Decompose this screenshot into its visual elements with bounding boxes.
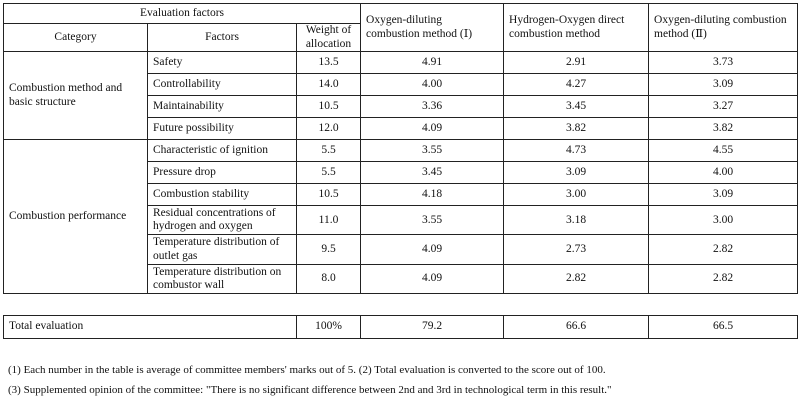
method2-score: 4.27	[504, 74, 649, 96]
weight-cell: 5.5	[297, 162, 361, 184]
factor-cell: Pressure drop	[148, 162, 297, 184]
method1-score: 4.09	[361, 118, 504, 140]
weight-cell: 8.0	[297, 264, 361, 293]
factor-cell: Future possibility	[148, 118, 297, 140]
total-label: Total evaluation	[4, 316, 297, 339]
header-method-1: Oxygen-diluting combustion method (Ⅰ)	[361, 4, 504, 52]
method1-score: 4.91	[361, 52, 504, 74]
evaluation-table	[3, 3, 798, 294]
table-row	[4, 52, 798, 74]
total-weight: 100%	[297, 316, 361, 339]
method2-score: 4.73	[504, 140, 649, 162]
method1-score: 3.55	[361, 206, 504, 235]
table-row	[4, 140, 798, 162]
footnote-1-2: (1) Each number in the table is average of committee members' marks out of 5. (2) Total evaluation is converted to the score out of 100.	[8, 364, 606, 376]
method2-score: 3.45	[504, 96, 649, 118]
header-evaluation-factors: Evaluation factors	[4, 4, 361, 24]
method3-score: 3.73	[649, 52, 798, 74]
method2-score: 3.00	[504, 184, 649, 206]
method1-score: 3.45	[361, 162, 504, 184]
header-method-3: Oxygen-diluting combustion method (Ⅱ)	[649, 4, 798, 52]
factor-cell: Characteristic of ignition	[148, 140, 297, 162]
method2-score: 2.82	[504, 264, 649, 293]
method3-score: 3.27	[649, 96, 798, 118]
header-method-2: Hydrogen-Oxygen direct combustion method	[504, 4, 649, 52]
header-weight: Weight of allocation	[297, 24, 361, 52]
factor-cell: Combustion stability	[148, 184, 297, 206]
footnotes	[8, 360, 798, 400]
method3-score: 4.55	[649, 140, 798, 162]
weight-cell: 9.5	[297, 235, 361, 264]
method1-score: 4.09	[361, 235, 504, 264]
method3-score: 3.09	[649, 74, 798, 96]
total-method3: 66.5	[649, 316, 798, 339]
method3-score: 2.82	[649, 264, 798, 293]
method1-score: 4.00	[361, 74, 504, 96]
method2-score: 2.73	[504, 235, 649, 264]
factor-cell: Controllability	[148, 74, 297, 96]
factor-cell: Residual concentrations of hydrogen and oxygen	[148, 206, 297, 235]
weight-cell: 11.0	[297, 206, 361, 235]
category-cell: Combustion method and basic structure	[4, 52, 148, 140]
factor-cell: Maintainability	[148, 96, 297, 118]
weight-cell: 10.5	[297, 96, 361, 118]
method3-score: 3.09	[649, 184, 798, 206]
method3-score: 3.82	[649, 118, 798, 140]
header-factors: Factors	[148, 24, 297, 52]
footnote-3: (3) Supplemented opinion of the committee: "There is no significant difference between 2nd and 3rd in technological term in this result."	[8, 384, 612, 396]
method3-score: 4.00	[649, 162, 798, 184]
total-method1: 79.2	[361, 316, 504, 339]
header-category: Category	[4, 24, 148, 52]
weight-cell: 13.5	[297, 52, 361, 74]
method2-score: 3.82	[504, 118, 649, 140]
factor-cell: Temperature distribution on combustor wall	[148, 264, 297, 293]
total-method2: 66.6	[504, 316, 649, 339]
method2-score: 3.18	[504, 206, 649, 235]
total-evaluation-table	[3, 315, 798, 339]
method2-score: 3.09	[504, 162, 649, 184]
method1-score: 3.55	[361, 140, 504, 162]
weight-cell: 12.0	[297, 118, 361, 140]
factor-cell: Safety	[148, 52, 297, 74]
method3-score: 3.00	[649, 206, 798, 235]
total-row	[4, 316, 798, 339]
method2-score: 2.91	[504, 52, 649, 74]
method1-score: 4.09	[361, 264, 504, 293]
factor-cell: Temperature distribution of outlet gas	[148, 235, 297, 264]
weight-cell: 10.5	[297, 184, 361, 206]
method1-score: 4.18	[361, 184, 504, 206]
weight-cell: 5.5	[297, 140, 361, 162]
method1-score: 3.36	[361, 96, 504, 118]
category-cell: Combustion performance	[4, 140, 148, 294]
weight-cell: 14.0	[297, 74, 361, 96]
method3-score: 2.82	[649, 235, 798, 264]
